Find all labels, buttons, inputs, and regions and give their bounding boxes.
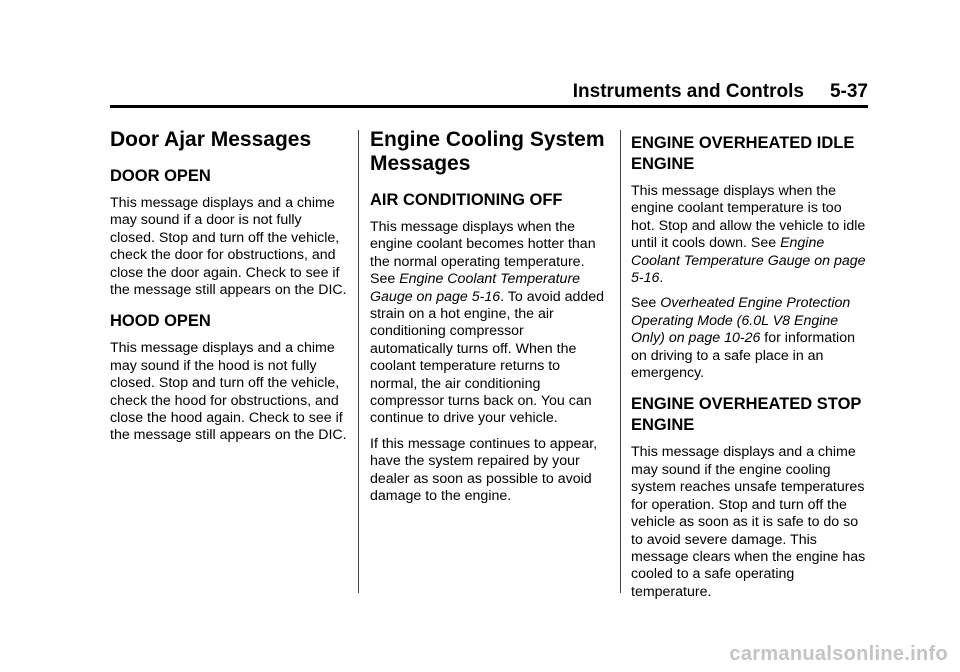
page-number: 5-37 bbox=[829, 81, 868, 102]
running-header bbox=[110, 80, 868, 104]
column-3 bbox=[631, 128, 869, 609]
idle-text-d: for information on driving to a safe place in an emergency. bbox=[631, 330, 855, 382]
stop-text: This message displays and a chime may sound if the engine cooling system reaches unsafe temperatures for operation. Stop and turn off the vehicle as soon as it is safe to do so to avoid severe damage. This message clears when the engine has cooled to a safe operating temperature. bbox=[631, 444, 866, 600]
watermark: carmanualsonline.info bbox=[729, 643, 948, 665]
subheading-overheated-idle: ENGINE OVERHEATED IDLE ENGINE bbox=[631, 134, 855, 173]
coolant-gauge-reference-2: Engine Coolant Temperature Gauge on page 5-16 bbox=[631, 235, 866, 287]
ac-off-text-b: . To avoid added strain on a hot engine, the air conditioning compressor automatically turns off. When the coolant temperature returns to normal, the air conditioning compressor turns back on. You can continue to drive your vehicle. bbox=[370, 288, 605, 427]
section-heading-engine-cooling: Engine Cooling System Messages bbox=[370, 128, 605, 175]
coolant-gauge-reference: Engine Coolant Temperature Gauge on page 5-16 bbox=[370, 271, 581, 305]
ac-off-paragraph-1 bbox=[370, 219, 608, 428]
section-heading-door-ajar: Door Ajar Messages bbox=[110, 128, 312, 151]
section-title: Instruments and Controls bbox=[572, 81, 804, 102]
column-2 bbox=[370, 128, 608, 514]
protection-mode-reference: Overheated Engine Protection Operating Mode (6.0L V8 Engine Only) on page 10-26 bbox=[631, 295, 851, 347]
column-divider-2 bbox=[620, 130, 621, 593]
idle-text-b: . bbox=[659, 270, 664, 287]
idle-text-c: See bbox=[631, 295, 661, 312]
idle-paragraph-1 bbox=[631, 183, 869, 287]
idle-paragraph-2 bbox=[631, 295, 869, 382]
column-divider-1 bbox=[358, 130, 359, 593]
subheading-ac-off: AIR CONDITIONING OFF bbox=[370, 191, 563, 209]
subheading-overheated-stop: ENGINE OVERHEATED STOP ENGINE bbox=[631, 395, 862, 435]
subheading-door-open: DOOR OPEN bbox=[110, 167, 211, 185]
idle-text-a: This message displays when the engine coolant temperature is too hot. Stop and allow the vehicle to idle until it cools down. See bbox=[631, 183, 866, 252]
ac-off-paragraph-2: If this message continues to appear, have the system repaired by your dealer as soon as possible to avoid damage to the engine. bbox=[370, 435, 598, 505]
header-rule bbox=[110, 105, 868, 108]
hood-open-text: This message displays and a chime may sound if the hood is not fully closed. Stop and turn off the vehicle, check the hood for obstructions, and close the hood again. Check to see if the message still appears on the DIC. bbox=[110, 340, 347, 444]
ac-off-text-a: This message displays when the engine coolant becomes hotter than the normal operating temperature. See bbox=[370, 219, 596, 288]
column-1 bbox=[110, 128, 348, 453]
door-open-text: This message displays and a chime may sound if a door is not fully closed. Stop and turn off the vehicle, check the door for obstructions, and close the door again. Check to see if the message still appears on the DIC. bbox=[110, 195, 347, 299]
subheading-hood-open: HOOD OPEN bbox=[110, 312, 211, 331]
